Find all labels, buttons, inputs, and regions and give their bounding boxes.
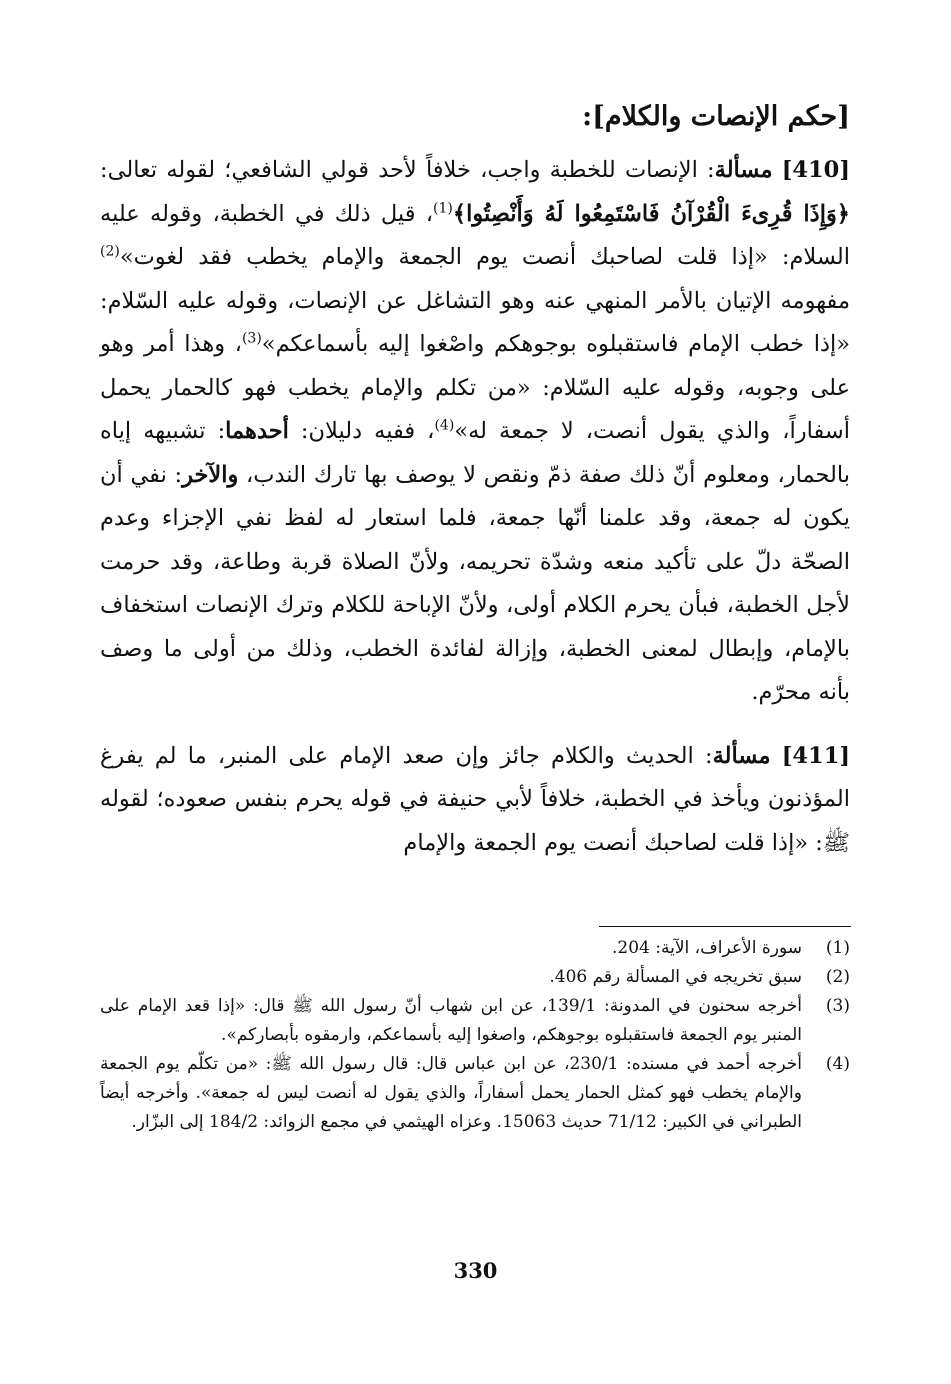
- footnotes: [100, 934, 850, 1137]
- footnote-item: [100, 963, 850, 992]
- text-run: ، ففيه دليلان:: [288, 418, 435, 444]
- footnote-number: (2): [825, 967, 850, 987]
- section-heading: [حكم الإنصات والكلام]:: [582, 101, 850, 132]
- footnote-number: (4): [825, 1054, 850, 1074]
- issue-keyword: مسألة: [712, 742, 771, 769]
- bold-term: أحدهما: [225, 418, 289, 444]
- footnote-ref: (3): [241, 330, 262, 347]
- footnote-item: [100, 934, 850, 963]
- paragraph-411: [100, 735, 850, 866]
- footnote-ref: (4): [434, 417, 455, 434]
- footnote-divider: [599, 926, 851, 927]
- issue-keyword: مسألة: [714, 157, 773, 183]
- footnote-text: سبق تخريجه في المسألة رقم 406.: [549, 967, 802, 987]
- text-run: : الحديث والكلام جائز وإن صعد الإمام على المنبر، ما لم يفرغ المؤذنون ويأخذ في الخطبة، خلافاً لأبي حنيفة في قوله يحرم بنفس صعوده؛ لقوله ﷺ: «إذا قلت لصاحبك أنصت يوم الجمعة والإمام: [100, 742, 850, 856]
- footnote-text: أخرجه أحمد في مسنده: 230/1، عن ابن عباس قال: قال رسول الله ﷺ: «من تكلّم يوم الجمعة والإمام يخطب فهو كمثل الحمار يحمل أسفاراً، والذي يقول له أنصت ليس له جمعة». وأخرجه أيضاً الطبراني في الكبير: 71/12 حديث 15063. وعزاه الهيثمي في مجمع الزوائد: 184/2 إلى البزّار.: [100, 1054, 803, 1132]
- text-run: : الإنصات للخطبة واجب، خلافاً لأحد قولي الشافعي؛ لقوله تعالى:: [100, 157, 715, 183]
- footnote-number: (1): [825, 938, 850, 958]
- quran-verse: ﴿وَإِذَا قُرِىءَ الْقُرْآنُ فَاسْتَمِعُوا لَهُ وَأَنْصِتُوا﴾: [452, 200, 850, 227]
- footnote-ref: (1): [433, 200, 453, 216]
- page-number: 330: [453, 1258, 498, 1283]
- text-run: ، وهذا أمر وهو على وجوبه، وقوله عليه السّلام: «من تكلم والإمام يخطب فهو كالحمار يحمل أسفاراً، والذي يقول أنصت، لا جمعة له»: [100, 331, 851, 444]
- footnote-item: [100, 992, 850, 1050]
- text-run: مفهومه الإتيان بالأمر المنهي عنه وهو التشاغل عن الإنصات، وقوله عليه السّلام: «إذا خطب الإمام فاستقبلوه بوجوهكم واصْغوا إليه بأسماعكم»: [100, 287, 850, 357]
- main-text: [100, 95, 850, 865]
- issue-number: [410]: [781, 157, 850, 183]
- paragraph-410: [100, 149, 850, 715]
- text-run: ، قيل ذلك في الخطبة، وقوله عليه السلام: «إذا قلت لصاحبك أنصت يوم الجمعة والإمام يخطب فقد لغوت»: [100, 200, 850, 270]
- footnote-text: سورة الأعراف، الآية: 204.: [612, 938, 802, 958]
- issue-number: [411]: [781, 742, 851, 769]
- footnote-ref: (2): [100, 243, 120, 260]
- bold-term: والآخر: [182, 461, 239, 488]
- text-run: : تشبيهه إياه بالحمار، ومعلوم أنّ ذلك صفة ذمّ ونقص لا يوصف بها تارك الندب،: [100, 418, 850, 488]
- footnote-item: [100, 1050, 850, 1137]
- footnote-text: أخرجه سحنون في المدونة: 139/1، عن ابن شهاب أنّ رسول الله ﷺ قال: «إذا قعد الإمام على المنبر يوم الجمعة فاستقبلوه بوجوهكم، واصغوا إليه بأسماعكم، وارمقوه بأبصاركم».: [100, 996, 802, 1045]
- text-run: : نفي أن يكون له جمعة، وقد علمنا أنّها جمعة، فلما استعار له لفظ نفي الإجزاء وعدم الصحّة دلّ على تأكيد منعه وشدّة تحريمه، ولأنّ الصلاة قربة وطاعة، وقد حرمت لأجل الخطبة، فبأن يحرم الكلام أولى، ولأنّ الإباحة للكلام وترك الإنصات استخفاف بالإمام، وإبطال لمعنى الخطبة، وإزالة لفائدة الخطب، وذلك من أولى ما وصف بأنه محرّم.: [100, 461, 850, 705]
- footnote-number: (3): [825, 996, 850, 1016]
